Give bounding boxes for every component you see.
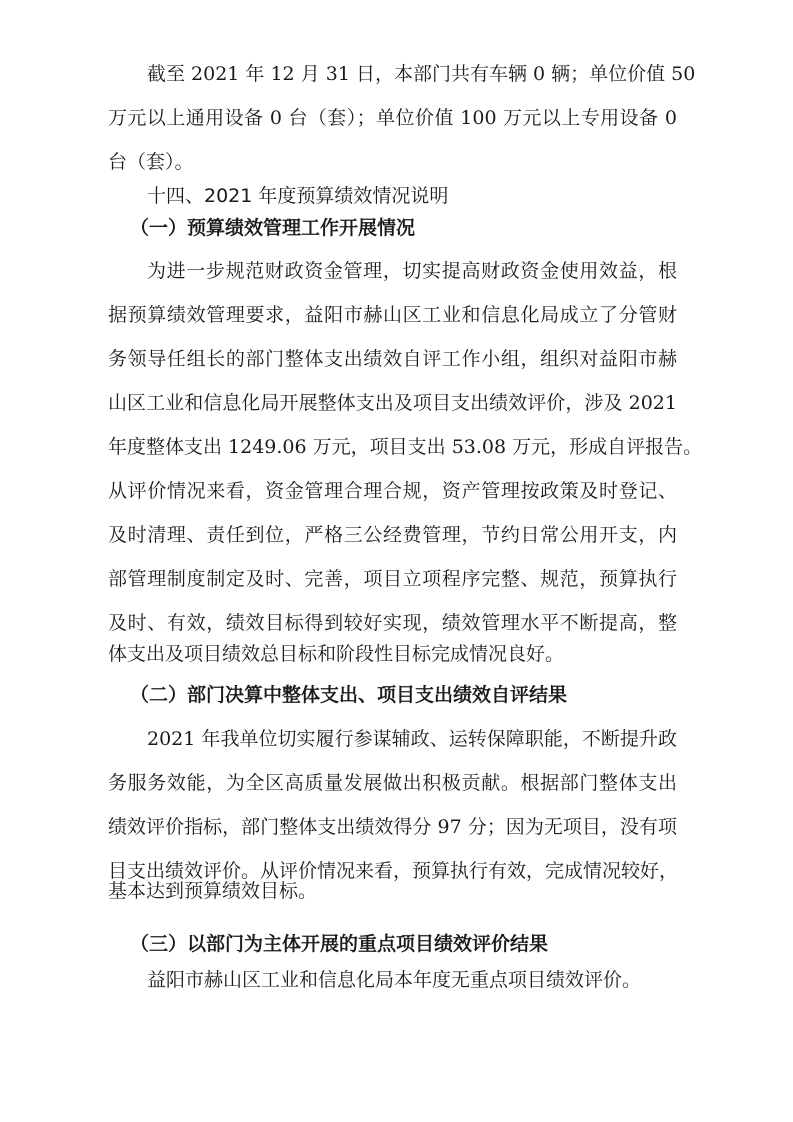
paragraph-line: 台（套）。 [108, 151, 194, 173]
paragraph-line: 截至 2021 年 12 月 31 日，本部门共有车辆 0 辆；单位价值 50 [147, 63, 696, 85]
section-title: 十四、2021 年度预算绩效情况说明 [147, 185, 449, 207]
paragraph-line: 绩效评价指标，部门整体支出绩效得分 97 分；因为无项目，没有项 [108, 816, 677, 838]
paragraph-line: 为进一步规范财政资金管理，切实提高财政资金使用效益，根 [147, 260, 677, 282]
paragraph-line: 目支出绩效评价。从评价情况来看，预算执行有效，完成情况较好， [108, 860, 679, 882]
subsection-title: （二）部门决算中整体支出、项目支出绩效自评结果 [130, 684, 568, 706]
paragraph-line: 务服务效能，为全区高质量发展做出积极贡献。根据部门整体支出 [108, 772, 677, 794]
paragraph-line: 年度整体支出 1249.06 万元，项目支出 53.08 万元，形成自评报告。 [108, 436, 703, 458]
paragraph-line: 体支出及项目绩效总目标和阶段性目标完成情况良好。 [108, 643, 565, 665]
paragraph-line: 从评价情况来看，资金管理合理合规，资产管理按政策及时登记、 [108, 480, 677, 502]
paragraph-line: 及时清理、责任到位，严格三公经费管理，节约日常公用开支，内 [108, 524, 677, 546]
paragraph-line: 据预算绩效管理要求，益阳市赫山区工业和信息化局成立了分管财 [108, 304, 677, 326]
subsection-title: （三）以部门为主体开展的重点项目绩效评价结果 [130, 933, 549, 955]
paragraph-line: 及时、有效，绩效目标得到较好实现，绩效管理水平不断提高，整 [108, 612, 677, 634]
paragraph-line: 基本达到预算绩效目标。 [108, 880, 318, 902]
paragraph-line: 益阳市赫山区工业和信息化局本年度无重点项目绩效评价。 [147, 969, 642, 991]
paragraph-line: 务领导任组长的部门整体支出绩效自评工作小组，组织对益阳市赫 [108, 348, 677, 370]
subsection-title: （一）预算绩效管理工作开展情况 [130, 217, 416, 239]
paragraph-line: 部管理制度制定及时、完善，项目立项程序完整、规范，预算执行 [108, 568, 677, 590]
paragraph-line: 山区工业和信息化局开展整体支出及项目支出绩效评价，涉及 2021 [108, 392, 677, 414]
paragraph-line: 万元以上通用设备 0 台（套）；单位价值 100 万元以上专用设备 0 [108, 107, 677, 129]
paragraph-line: 2021 年我单位切实履行参谋辅政、运转保障职能，不断提升政 [147, 728, 677, 750]
